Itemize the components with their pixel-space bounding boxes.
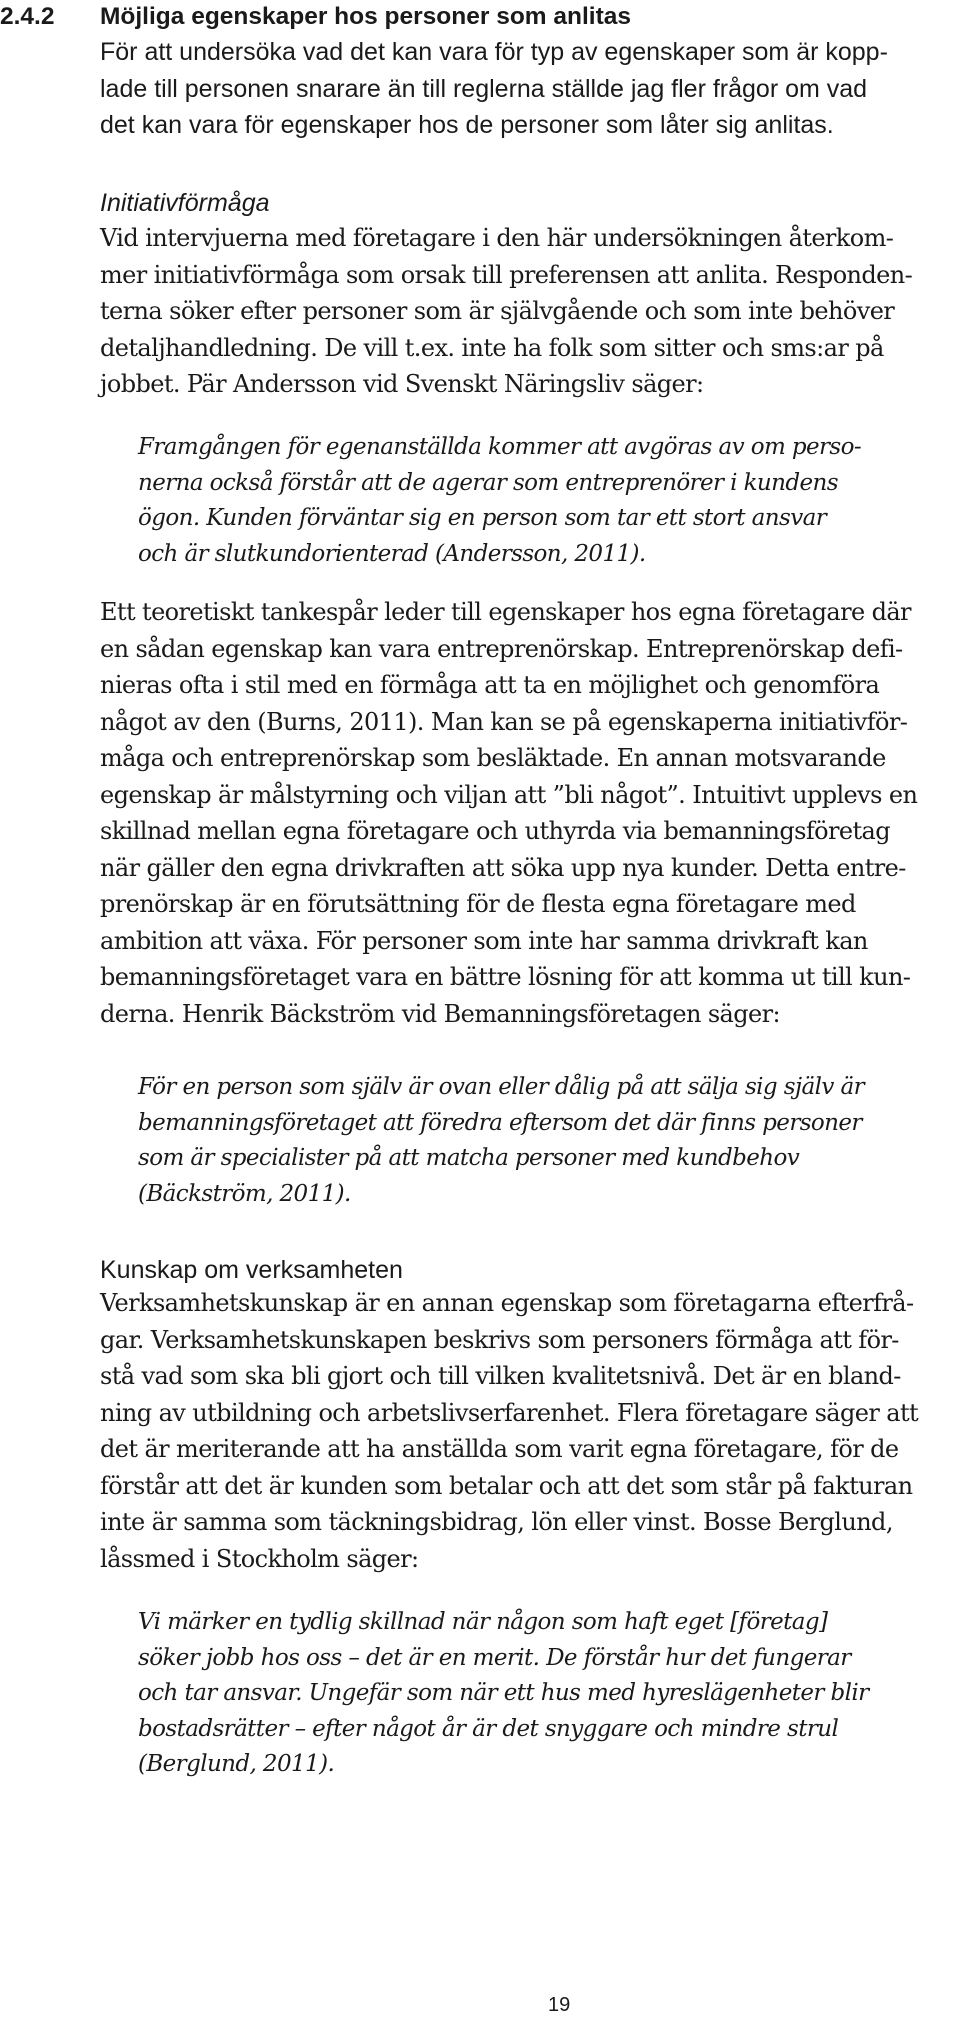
text-line: förstår att det är kunden som betalar och att det som står på fakturan (100, 1471, 913, 1500)
text-line: ambition att växa. För personer som inte har samma drivkraft kan (100, 926, 868, 955)
quote-line: söker jobb hos oss – det är en merit. De förstår hur det fungerar (138, 1644, 851, 1671)
page-number: 19 (548, 1994, 571, 2016)
text-line: egenskap är målstyrning och viljan att ”bli något”. Intuitivt upplevs en (100, 780, 918, 809)
text-line: Ett teoretiskt tankespår leder till egenskaper hos egna företagare där (100, 598, 911, 626)
text-line: det kan vara för egenskaper hos de personer som låter sig anlitas. (100, 111, 834, 139)
text-line: en sådan egenskap kan vara entreprenörskap. Entreprenörskap defi- (100, 634, 903, 663)
text-line: ning av utbildning och arbetslivserfarenhet. Flera företagare säger att (100, 1398, 919, 1427)
text-line: när gäller den egna drivkraften att söka upp nya kunder. Detta entre- (100, 853, 906, 882)
text-line: terna söker efter personer som är självgående och som inte behöver (100, 297, 895, 325)
text-line: mer initiativförmåga som orsak till preferensen att anlita. Responden- (100, 260, 913, 289)
kunskap-paragraph (100, 1285, 950, 1577)
text-line: nieras ofta i stil med en förmåga att ta en möjlighet och genomföra (100, 671, 880, 699)
block-quote-berglund (138, 1605, 928, 1783)
text-line: För att undersöka vad det kan vara för typ av egenskaper som är kopp- (100, 38, 888, 66)
quote-line: bemanningsföretaget att föredra eftersom det där finns personer (138, 1109, 862, 1136)
text-line: jobbet. Pär Andersson vid Svenskt Näringsliv säger: (100, 370, 704, 398)
section-title: Möjliga egenskaper hos personer som anlitas (100, 3, 631, 30)
quote-line: Vi märker en tydlig skillnad när någon som haft eget [företag] (138, 1609, 828, 1635)
section-heading (0, 2, 631, 32)
text-line: Vid intervjuerna med företagare i den här undersökningen återkom- (100, 224, 894, 252)
text-line: prenörskap är en förutsättning för de flesta egna företagare med (100, 890, 856, 918)
quote-line: (Bäckström, 2011). (138, 1180, 351, 1207)
quote-line: och tar ansvar. Ungefär som när ett hus med hyreslägenheter blir (138, 1680, 869, 1706)
block-quote-backstrom (138, 1070, 928, 1212)
block-quote-andersson (138, 430, 928, 572)
quote-line: För en person som själv är ovan eller dålig på att sälja sig själv är (138, 1074, 864, 1100)
text-line: något av den (Burns, 2011). Man kan se på egenskaperna initiativför- (100, 707, 908, 736)
text-line: stå vad som ska bli gjort och till vilken kvalitetsnivå. Det är en bland- (100, 1362, 901, 1390)
quote-line: nerna också förstår att de agerar som entreprenörer i kundens (138, 469, 838, 496)
quote-line: Framgången för egenanställda kommer att avgöras av om perso- (138, 434, 862, 460)
text-line: derna. Henrik Bäckström vid Bemanningsföretagen säger: (100, 999, 780, 1028)
section-number: 2.4.2 (0, 3, 55, 30)
text-line: måga och entreprenörskap som besläktade. En annan motsvarande (100, 744, 886, 772)
text-line: gar. Verksamhetskunskapen beskrivs som personers förmåga att för- (100, 1325, 899, 1354)
text-line: låssmed i Stockholm säger: (100, 1544, 419, 1573)
text-line: bemanningsföretaget vara en bättre lösning för att komma ut till kun- (100, 963, 911, 991)
quote-line: och är slutkundorienterad (Andersson, 2011). (138, 540, 646, 567)
quote-line: ögon. Kunden förväntar sig en person som tar ett stort ansvar (138, 505, 827, 531)
text-line: detaljhandledning. De vill t.ex. inte ha folk som sitter och sms:ar på (100, 333, 884, 362)
text-line: skillnad mellan egna företagare och uthyrda via bemanningsföretag (100, 817, 890, 845)
quote-line: bostadsrätter – efter något år är det snyggare och mindre strul (138, 1715, 839, 1742)
text-line: lade till personen snarare än till reglerna ställde jag fler frågor om vad (100, 74, 868, 103)
subheading-kunskap-om-verksamheten: Kunskap om verksamheten (100, 1256, 403, 1284)
text-line: Verksamhetskunskap är en annan egenskap som företagarna efterfrå- (100, 1289, 914, 1317)
intro-paragraph (100, 34, 950, 144)
text-line: inte är samma som täckningsbidrag, lön eller vinst. Bosse Berglund, (100, 1508, 893, 1536)
initiativ-paragraph (100, 220, 950, 403)
subheading-initiativformaga: Initiativförmåga (100, 189, 270, 217)
quote-line: (Berglund, 2011). (138, 1751, 335, 1777)
text-line: det är meriterande att ha anställda som varit egna företagare, för de (100, 1435, 899, 1463)
entreprenorskap-paragraph (100, 594, 950, 1032)
quote-line: som är specialister på att matcha personer med kundbehov (138, 1145, 800, 1171)
